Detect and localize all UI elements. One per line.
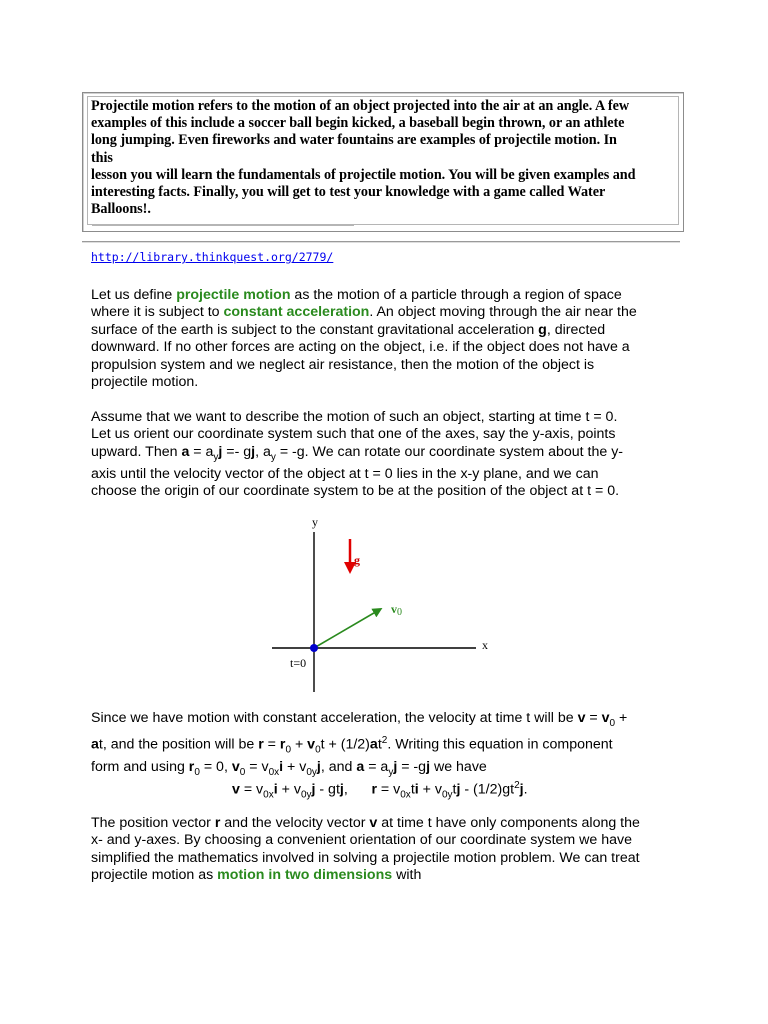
intro-line: Projectile motion refers to the motion of an object projected into the air at an angle. A few bbox=[91, 98, 630, 114]
intro-line: examples of this include a soccer ball begin kicked, a baseball begin thrown, or an athlete bbox=[91, 115, 625, 132]
time-label: t=0 bbox=[290, 656, 307, 670]
origin-point bbox=[310, 644, 318, 652]
y-axis-label: y bbox=[312, 515, 318, 529]
velocity-arrow bbox=[314, 610, 379, 648]
term-constant-acceleration: constant acceleration bbox=[223, 304, 370, 321]
term-motion-two-dimensions: motion in two dimensions bbox=[217, 867, 393, 884]
gravity-label: g bbox=[354, 553, 360, 567]
thinkquest-link[interactable]: http://library.thinkquest.org/2779/ bbox=[91, 250, 334, 264]
velocity-label: v0 bbox=[391, 602, 402, 618]
paragraph-coordinate-system: Assume that we want to describe the motion of such an object, starting at time t = 0. Let us orient our coordinate system such that one of the axes, say the y-axis, points upward. Then $a = a_yj$ =- gj, $a_y = -g$. We can rotate our coordinate system about the y- axis until the velocity vector of the object at t = 0 lies in the x-y plane, and we can choose the origin of our coordinate system to be at the position of the object at t = 0. bbox=[91, 409, 624, 500]
intro-line: this bbox=[91, 149, 113, 166]
term-projectile-motion: projectile motion bbox=[176, 287, 291, 303]
equation-line: $v = v_{0x}i + v_{0y}j$ - gtj, $r = v_{0x}ti + v_{0y}tj - (1/2)gt^2j$. bbox=[232, 780, 528, 801]
intro-line: long jumping. Even fireworks and water fountains are examples of projectile motion. In bbox=[91, 132, 617, 149]
paragraph-position-velocity: The position vector r and the velocity vector v at time t have only components along the x- and y-axes. By choosing a convenient orientation of our coordinate system we have simplified the mathematics involved in solving a projectile motion problem. We can treat projectile motion as motion in two dimensions with bbox=[91, 815, 640, 884]
paragraph-definition: Let us define projectile motion as the motion of a particle through a region of space where it is subject to constant acceleration. An object moving through the air near the surface of the earth is subject to the constant gravitational acceleration g, directed downward. If no other forces are acting on the object, i.e. if the object does not have a propulsion system and we neglect air resistance, then the motion of the object is projectile motion. bbox=[91, 287, 637, 391]
intro-line: lesson you will learn the fundamentals of projectile motion. You will be given examples and bbox=[91, 166, 636, 183]
intro-line: Balloons!. bbox=[91, 201, 151, 218]
paragraph-kinematics: Since we have motion with constant acceleration, the velocity at time t will be $v = v_0$ + at, and the position will be $r = r_0 + v_0t + (1/2)at^2$. Writing this equation in component form and using $r_0 = 0$, $v_0 = v_{0x}i + v_{0y}j$, and $a = a_yj = -gj$ we have bbox=[91, 710, 628, 779]
x-axis-label: x bbox=[482, 638, 488, 652]
intro-line: interesting facts. Finally, you will get to test your knowledge with a game called Water bbox=[91, 184, 606, 201]
